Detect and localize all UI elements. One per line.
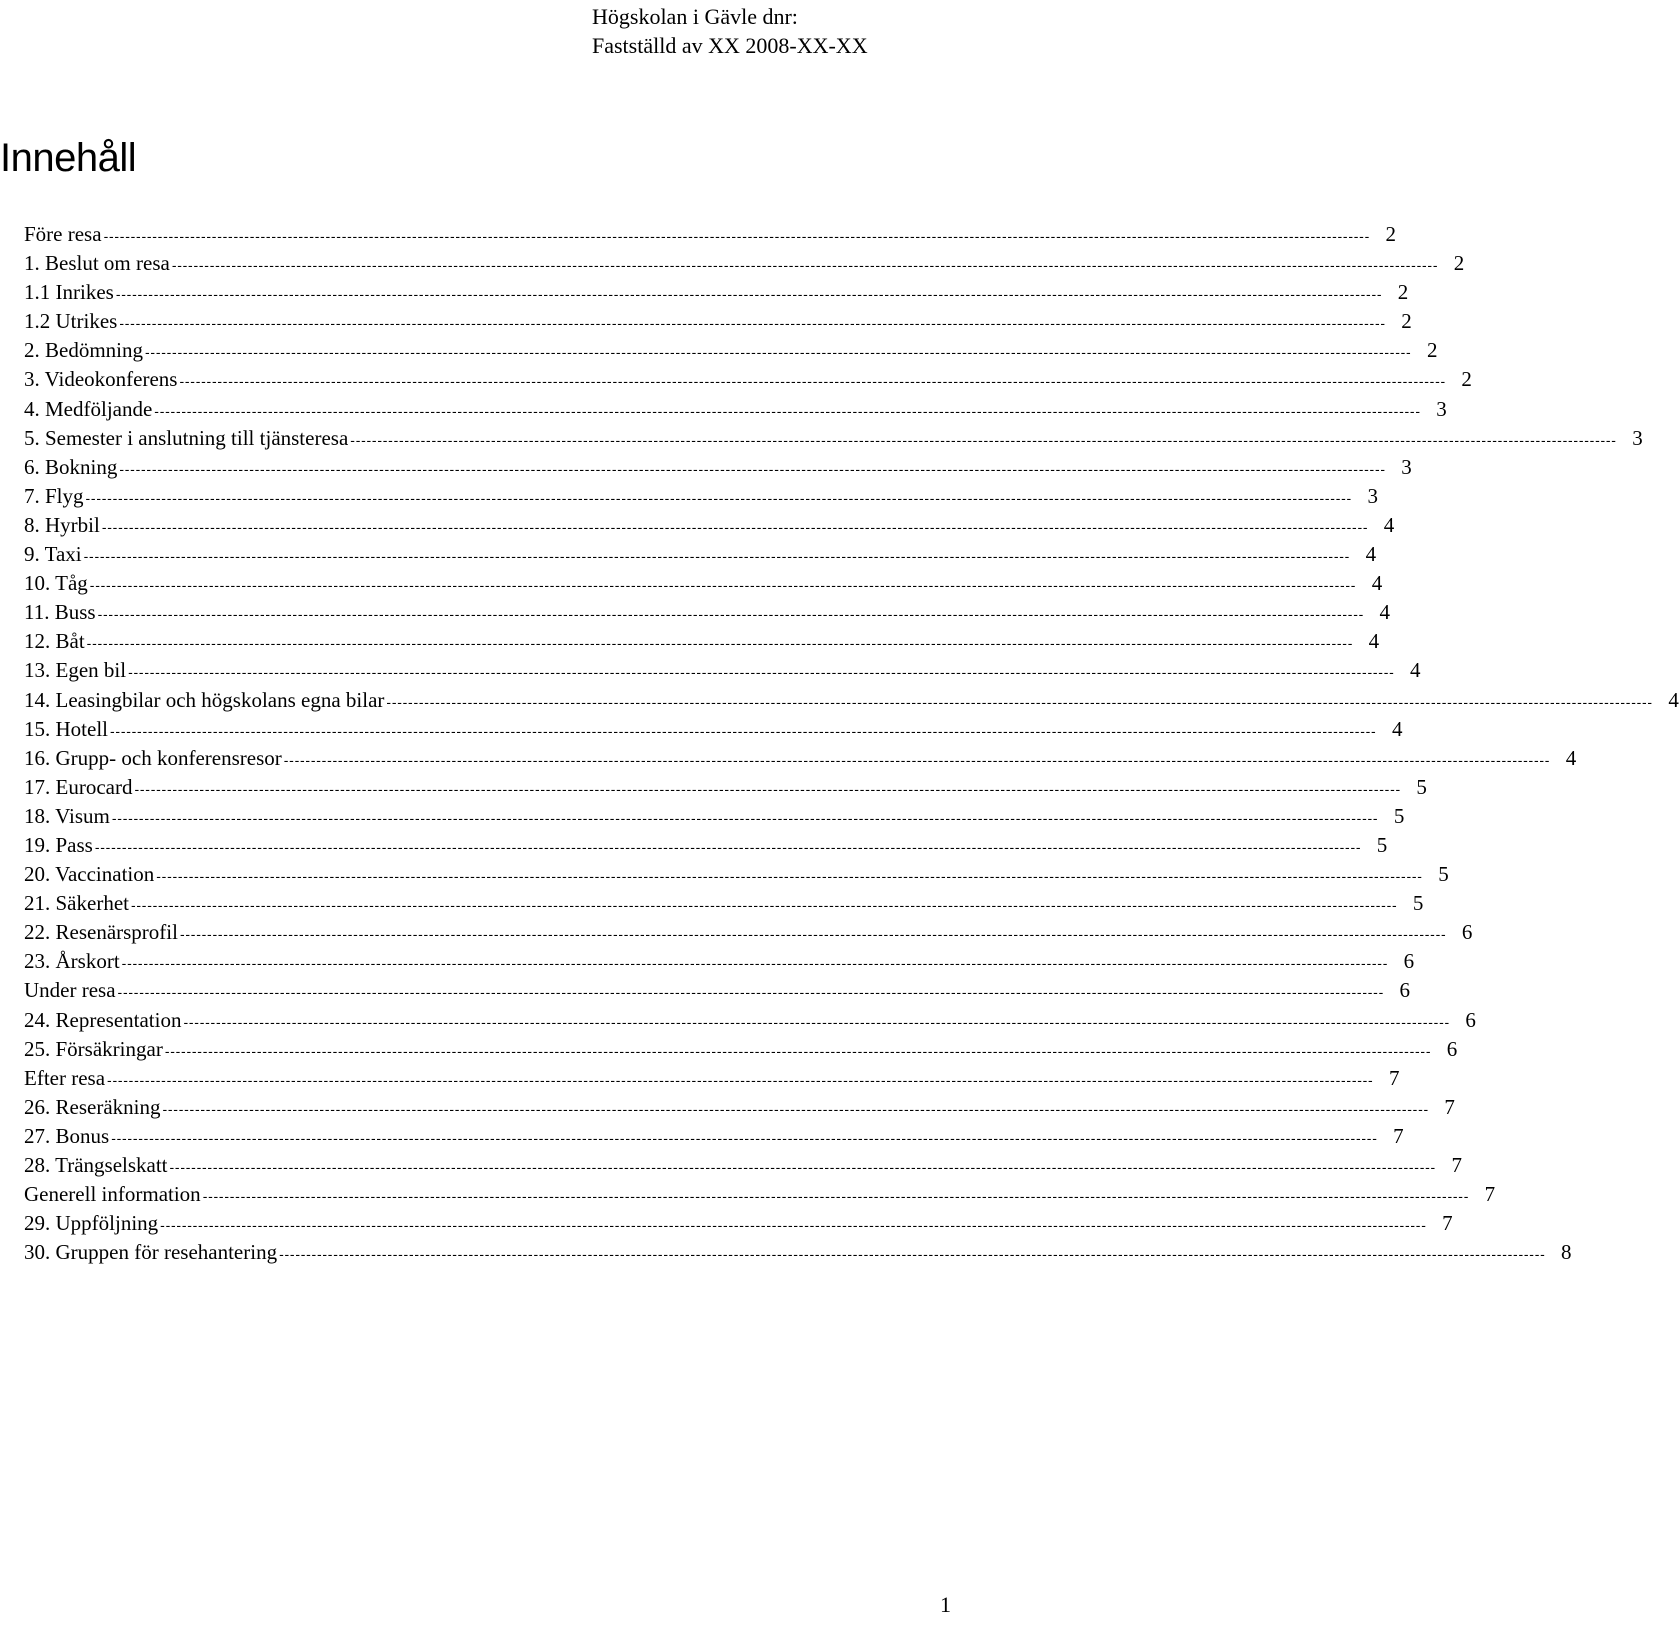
toc-entry-label: 7. Flyg <box>24 483 84 508</box>
toc-entry-page-number: 3 <box>1367 483 1378 508</box>
toc-dot-leader: ------------------------------------------------------------------------------------------------------------------------------------------------------------------------------------------------------------------------------------------ <box>179 373 1446 390</box>
toc-entry[interactable] <box>24 1238 1572 1267</box>
toc-entry-page-number: 4 <box>1379 600 1391 625</box>
toc-entry-label: 15. Hotell <box>24 716 108 741</box>
toc-entry-label: 20. Vaccination <box>24 862 155 887</box>
toc-entry-label: 6. Bokning <box>24 454 118 479</box>
toc-entry[interactable] <box>24 1035 1458 1064</box>
toc-entry-page-number: 6 <box>1446 1036 1458 1061</box>
toc-entry-page-number: 8 <box>1561 1240 1572 1265</box>
toc-entry-label: 16. Grupp- och konferensresor <box>24 745 282 770</box>
toc-dot-leader: ------------------------------------------------------------------------------------------------------------------------------------------------------------------------------------------------------------------------------------------ <box>179 926 1447 943</box>
toc-dot-leader: ------------------------------------------------------------------------------------------------------------------------------------------------------------------------------------------------------------------------------------------ <box>171 257 1439 274</box>
page-title: Innehåll <box>0 136 137 180</box>
toc-entry[interactable] <box>24 395 1447 424</box>
toc-entry[interactable] <box>24 773 1427 802</box>
toc-entry[interactable] <box>24 249 1465 278</box>
toc-entry-label: 18. Visum <box>24 803 110 828</box>
toc-dot-leader: ------------------------------------------------------------------------------------------------------------------------------------------------------------------------------------------------------------------------------------------ <box>386 693 1653 710</box>
toc-entry-label: 1. Beslut om resa <box>24 251 170 276</box>
toc-entry-page-number: 3 <box>1632 425 1643 450</box>
toc-entry-page-number: 4 <box>1371 571 1383 596</box>
toc-dot-leader: ------------------------------------------------------------------------------------------------------------------------------------------------------------------------------------------------------------------------------------------ <box>279 1246 1546 1263</box>
toc-entry-page-number: 5 <box>1438 862 1449 887</box>
toc-entry-label: 28. Trängselskatt <box>24 1153 168 1177</box>
page-number: 1 <box>940 1592 951 1617</box>
toc-dot-leader: ------------------------------------------------------------------------------------------------------------------------------------------------------------------------------------------------------------------------------------------ <box>119 460 1386 477</box>
toc-entry-page-number: 7 <box>1442 1211 1453 1236</box>
toc-entry[interactable] <box>24 744 1577 773</box>
toc-dot-leader: ------------------------------------------------------------------------------------------------------------------------------------------------------------------------------------------------------------------------------------------ <box>111 1129 1378 1146</box>
toc-dot-leader: ------------------------------------------------------------------------------------------------------------------------------------------------------------------------------------------------------------------------------------------ <box>169 1159 1436 1175</box>
toc-entry[interactable] <box>24 686 1679 715</box>
toc-entry-page-number: 5 <box>1412 891 1424 916</box>
toc-dot-leader: ------------------------------------------------------------------------------------------------------------------------------------------------------------------------------------------------------------------------------------------ <box>119 315 1386 332</box>
toc-entry[interactable] <box>24 453 1412 482</box>
toc-entry[interactable] <box>24 802 1405 831</box>
toc-entry-label: 1.2 Utrikes <box>24 309 118 334</box>
toc-dot-leader: ------------------------------------------------------------------------------------------------------------------------------------------------------------------------------------------------------------------------------------------ <box>115 286 1383 303</box>
toc-dot-leader: ------------------------------------------------------------------------------------------------------------------------------------------------------------------------------------------------------------------------------------------ <box>183 1013 1450 1030</box>
toc-entry-page-number: 4 <box>1365 542 1377 567</box>
toc-entry-page-number: 5 <box>1393 803 1405 828</box>
toc-entry[interactable] <box>24 424 1643 453</box>
toc-entry-label: 17. Eurocard <box>24 774 133 799</box>
toc-entry-page-number: 2 <box>1461 367 1472 392</box>
toc-entry[interactable] <box>24 715 1403 744</box>
toc-entry-label: 24. Representation <box>24 1007 182 1032</box>
toc-entry-label: Generell information <box>24 1182 201 1207</box>
toc-entry-label: 29. Uppföljning <box>24 1211 159 1236</box>
toc-entry[interactable] <box>24 1093 1455 1122</box>
toc-entry-page-number: 6 <box>1403 949 1415 974</box>
toc-entry-label: 10. Tåg <box>24 571 88 596</box>
toc-entry[interactable] <box>24 627 1380 656</box>
toc-entry-label: 11. Buss <box>24 600 96 625</box>
toc-entry-label: 23. Årskort <box>24 949 120 974</box>
toc-entry-label: 9. Taxi <box>24 542 82 567</box>
toc-entry[interactable] <box>24 656 1421 685</box>
toc-dot-leader: ------------------------------------------------------------------------------------------------------------------------------------------------------------------------------------------------------------------------------------------ <box>130 897 1398 914</box>
toc-dot-leader: ------------------------------------------------------------------------------------------------------------------------------------------------------------------------------------------------------------------------------------------ <box>283 751 1551 768</box>
toc-entry-label: 21. Säkerhet <box>24 891 129 916</box>
toc-entry[interactable] <box>24 889 1424 918</box>
toc-entry-page-number: 2 <box>1453 251 1465 276</box>
toc-entry-page-number: 4 <box>1391 716 1403 741</box>
toc-dot-leader: ------------------------------------------------------------------------------------------------------------------------------------------------------------------------------------------------------------------------------------------ <box>162 1100 1429 1117</box>
toc-entry[interactable] <box>24 307 1412 336</box>
toc-entry-page-number: 4 <box>1368 629 1380 654</box>
toc-dot-leader: ------------------------------------------------------------------------------------------------------------------------------------------------------------------------------------------------------------------------------------------ <box>110 722 1377 739</box>
toc-entry[interactable] <box>24 1151 1462 1180</box>
toc-entry-page-number: 2 <box>1385 222 1396 246</box>
toc-dot-leader: ------------------------------------------------------------------------------------------------------------------------------------------------------------------------------------------------------------------------------------------ <box>202 1188 1470 1205</box>
toc-entry-page-number: 4 <box>1383 512 1395 537</box>
toc-dot-leader: ------------------------------------------------------------------------------------------------------------------------------------------------------------------------------------------------------------------------------------------ <box>83 548 1351 565</box>
toc-entry-label: 19. Pass <box>24 832 93 857</box>
toc-entry-page-number: 6 <box>1461 920 1473 945</box>
toc-entry-label: 2. Bedömning <box>24 338 143 363</box>
toc-dot-leader: ------------------------------------------------------------------------------------------------------------------------------------------------------------------------------------------------------------------------------------------ <box>89 577 1357 594</box>
toc-entry[interactable] <box>24 860 1449 889</box>
toc-entry[interactable] <box>24 365 1472 394</box>
toc-dot-leader: ------------------------------------------------------------------------------------------------------------------------------------------------------------------------------------------------------------------------------------------ <box>128 664 1395 681</box>
toc-entry-page-number: 6 <box>1465 1007 1476 1032</box>
toc-dot-leader: ------------------------------------------------------------------------------------------------------------------------------------------------------------------------------------------------------------------------------------------ <box>145 344 1412 361</box>
header-approval-line: Fastställd av XX 2008-XX-XX <box>592 33 868 58</box>
toc-entry-page-number: 4 <box>1668 687 1679 712</box>
toc-entry-label: 25. Försäkringar <box>24 1036 163 1061</box>
toc-entry-label: 14. Leasingbilar och högskolans egna bilar <box>24 687 385 712</box>
toc-entry-page-number: 7 <box>1484 1182 1496 1207</box>
document-header <box>592 2 868 60</box>
toc-entry[interactable] <box>24 278 1409 307</box>
toc-entry-page-number: 7 <box>1393 1123 1404 1148</box>
toc-entry[interactable] <box>24 336 1438 365</box>
toc-entry-label: 3. Videokonferens <box>24 367 178 392</box>
toc-entry-label: 13. Egen bil <box>24 658 127 683</box>
toc-entry[interactable] <box>24 598 1391 627</box>
toc-dot-leader: ------------------------------------------------------------------------------------------------------------------------------------------------------------------------------------------------------------------------------------------ <box>350 431 1617 448</box>
toc-dot-leader: ------------------------------------------------------------------------------------------------------------------------------------------------------------------------------------------------------------------------------------------ <box>97 606 1365 623</box>
toc-entry[interactable] <box>24 1006 1476 1035</box>
toc-entry[interactable] <box>24 1209 1453 1238</box>
toc-entry-page-number: 6 <box>1399 978 1410 1003</box>
toc-entry[interactable] <box>24 976 1410 1005</box>
toc-entry[interactable] <box>24 569 1383 598</box>
toc-entry-label: 8. Hyrbil <box>24 512 100 537</box>
toc-dot-leader: ------------------------------------------------------------------------------------------------------------------------------------------------------------------------------------------------------------------------------------------ <box>121 955 1389 972</box>
toc-dot-leader: ------------------------------------------------------------------------------------------------------------------------------------------------------------------------------------------------------------------------------------------ <box>94 838 1362 855</box>
toc-dot-leader: ------------------------------------------------------------------------------------------------------------------------------------------------------------------------------------------------------------------------------------------ <box>117 984 1384 1001</box>
toc-entry-label: 22. Resenärsprofil <box>24 920 178 945</box>
toc-dot-leader: ------------------------------------------------------------------------------------------------------------------------------------------------------------------------------------------------------------------------------------------ <box>103 228 1370 244</box>
toc-entry-page-number: 2 <box>1397 280 1409 305</box>
toc-entry-label: 5. Semester i anslutning till tjänsteresa <box>24 425 349 450</box>
toc-entry-page-number: 7 <box>1444 1094 1455 1119</box>
toc-dot-leader: ------------------------------------------------------------------------------------------------------------------------------------------------------------------------------------------------------------------------------------------ <box>164 1042 1432 1059</box>
toc-entry-page-number: 2 <box>1426 338 1438 363</box>
toc-entry-page-number: 2 <box>1401 309 1412 334</box>
toc-entry[interactable] <box>24 947 1415 976</box>
toc-dot-leader: ------------------------------------------------------------------------------------------------------------------------------------------------------------------------------------------------------------------------------------------ <box>156 868 1423 885</box>
toc-entry-page-number: 3 <box>1401 454 1412 479</box>
header-institution-line: Högskolan i Gävle dnr: <box>592 4 798 29</box>
toc-entry[interactable] <box>24 540 1377 569</box>
toc-entry-page-number: 4 <box>1410 658 1421 683</box>
toc-dot-leader: ------------------------------------------------------------------------------------------------------------------------------------------------------------------------------------------------------------------------------------------ <box>107 1071 1374 1088</box>
toc-entry[interactable] <box>24 220 1396 249</box>
toc-entry-label: Efter resa <box>24 1065 106 1090</box>
toc-entry-label: 26. Reseräkning <box>24 1094 161 1119</box>
toc-dot-leader: ------------------------------------------------------------------------------------------------------------------------------------------------------------------------------------------------------------------------------------------ <box>101 518 1369 535</box>
toc-entry-page-number: 3 <box>1436 396 1447 421</box>
toc-dot-leader: ------------------------------------------------------------------------------------------------------------------------------------------------------------------------------------------------------------------------------------------ <box>85 489 1352 506</box>
toc-entry-page-number: 5 <box>1376 832 1388 857</box>
toc-entry[interactable] <box>24 511 1395 540</box>
toc-dot-leader: ------------------------------------------------------------------------------------------------------------------------------------------------------------------------------------------------------------------------------------------ <box>111 809 1379 826</box>
toc-entry[interactable] <box>24 1180 1496 1209</box>
toc-entry[interactable] <box>24 918 1473 947</box>
toc-entry-page-number: 7 <box>1451 1153 1462 1177</box>
toc-entry-label: 30. Gruppen för resehantering <box>24 1240 278 1265</box>
toc-entry[interactable] <box>24 482 1378 511</box>
toc-dot-leader: ------------------------------------------------------------------------------------------------------------------------------------------------------------------------------------------------------------------------------------------ <box>160 1217 1427 1234</box>
toc-dot-leader: ------------------------------------------------------------------------------------------------------------------------------------------------------------------------------------------------------------------------------------------ <box>154 402 1421 419</box>
toc-entry-page-number: 7 <box>1388 1065 1400 1090</box>
toc-entry-page-number: 5 <box>1416 774 1427 799</box>
toc-entry-label: 1.1 Inrikes <box>24 280 114 305</box>
toc-entry-label: Före resa <box>24 222 102 246</box>
toc-entry[interactable] <box>24 831 1388 860</box>
toc-dot-leader: ------------------------------------------------------------------------------------------------------------------------------------------------------------------------------------------------------------------------------------------ <box>134 780 1401 797</box>
toc-entry-page-number: 4 <box>1565 745 1577 770</box>
toc-entry[interactable] <box>24 1122 1404 1151</box>
toc-entry-label: Under resa <box>24 978 116 1003</box>
toc-dot-leader: ------------------------------------------------------------------------------------------------------------------------------------------------------------------------------------------------------------------------------------------ <box>86 635 1354 652</box>
table-of-contents <box>24 220 1679 1267</box>
toc-entry-label: 12. Båt <box>24 629 85 654</box>
toc-entry[interactable] <box>24 1064 1400 1093</box>
toc-entry-label: 27. Bonus <box>24 1123 110 1148</box>
toc-entry-label: 4. Medföljande <box>24 396 153 421</box>
